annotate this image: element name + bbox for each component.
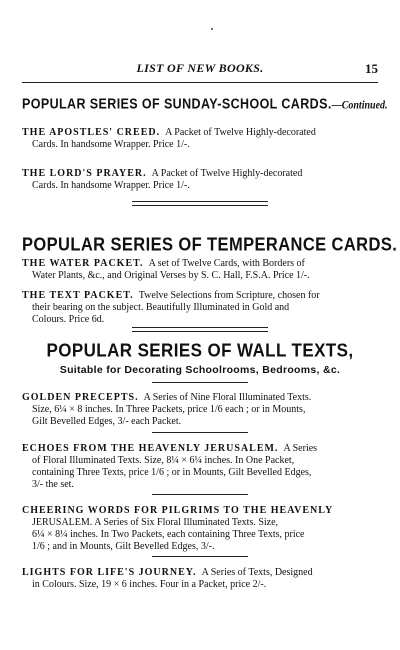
entry-title: GOLDEN PRECEPTS. — [22, 392, 139, 403]
entry-title: THE LORD'S PRAYER. — [22, 168, 147, 179]
section-heading-wall-texts: POPULAR SERIES OF WALL TEXTS, — [46, 340, 354, 361]
entry-rule — [152, 432, 248, 433]
entry-title: THE WATER PACKET. — [22, 258, 144, 269]
section-rule — [152, 382, 248, 383]
entry-echoes — [22, 443, 378, 491]
speck-mark — [211, 28, 213, 30]
entry-cheering-words — [22, 505, 378, 553]
entry-text: Size, 6¼ × 8 inches. In Three Packets, price 1/6 each ; or in Mounts, — [32, 404, 306, 415]
running-title: LIST OF NEW BOOKS. — [136, 61, 264, 75]
entry-text: 1/6 ; and in Mounts, Gilt Bevelled Edges, 3/-. — [32, 541, 215, 552]
entry-text: Twelve Selections from Scripture, chosen for — [138, 290, 320, 301]
entry-text: containing Three Texts, price 1/6 ; or in Mounts, Gilt Bevelled Edges, — [32, 467, 312, 478]
entry-lights-journey — [22, 567, 378, 591]
entry-apostles-creed — [22, 127, 378, 151]
entry-text: in Colours. Size, 19 × 6 inches. Four in a Packet, price 2/-. — [32, 579, 267, 590]
entry-title: LIGHTS FOR LIFE'S JOURNEY. — [22, 567, 197, 578]
entry-text: Water Plants, &c., and Original Verses by S. C. Hall, F.S.A. Price 1/-. — [32, 270, 310, 281]
section-divider — [132, 201, 268, 206]
entry-text: 6¼ × 8¼ inches. In Two Packets, each containing Three Texts, price — [32, 529, 305, 540]
entry-text: Colours. Price 6d. — [32, 314, 105, 325]
entry-rule — [152, 556, 248, 557]
entry-text: A set of Twelve Cards, with Borders of — [148, 258, 305, 269]
section-heading-text: POPULAR SERIES OF SUNDAY-SCHOOL CARDS. — [22, 96, 332, 113]
running-head — [22, 61, 378, 77]
entry-golden-precepts — [22, 392, 378, 428]
entry-water-packet — [22, 258, 378, 282]
page-number: 15 — [365, 61, 378, 76]
entry-title: CHEERING WORDS FOR PILGRIMS TO THE HEAVENLY — [22, 505, 334, 516]
entry-text: A Series — [283, 443, 318, 454]
entry-text: 3/- the set. — [32, 479, 74, 490]
entry-title: THE APOSTLES' CREED. — [22, 127, 161, 138]
entry-title: ECHOES FROM THE HEAVENLY JERUSALEM. — [22, 443, 279, 454]
entry-title: THE TEXT PACKET. — [22, 290, 134, 301]
section-heading-temperance: POPULAR SERIES OF TEMPERANCE CARDS. — [22, 235, 398, 255]
entry-text: their bearing on the subject. Beautifully Illuminated in Gold and — [32, 302, 290, 313]
entry-text: A Packet of Twelve Highly-decorated — [165, 127, 316, 138]
entry-text: Cards. In handsome Wrapper. Price 1/-. — [32, 180, 190, 191]
section-heading-sunday-school — [22, 96, 388, 113]
entry-text: of Floral Illuminated Texts. Size, 8¼ × 6¼ inches. In One Packet, — [32, 455, 295, 466]
entry-text: A Packet of Twelve Highly-decorated — [151, 168, 303, 179]
entry-lords-prayer — [22, 168, 378, 192]
header-rule — [22, 82, 378, 83]
section-subheading: Suitable for Decorating Schoolrooms, Bedrooms, &c. — [59, 364, 341, 376]
entry-text-packet — [22, 290, 378, 326]
entry-text: Gilt Bevelled Edges, 3/- each Packet. — [32, 416, 182, 427]
entry-text: A Series of Texts, Designed — [201, 567, 313, 578]
section-divider — [132, 327, 268, 332]
continued-label: —Continued. — [331, 99, 388, 113]
entry-rule — [152, 494, 248, 495]
entry-text: A Series of Nine Floral Illuminated Texts. — [143, 392, 312, 403]
entry-text: Cards. In handsome Wrapper. Price 1/-. — [32, 139, 190, 150]
entry-text: JERUSALEM. A Series of Six Floral Illuminated Texts. Size, — [32, 517, 279, 528]
